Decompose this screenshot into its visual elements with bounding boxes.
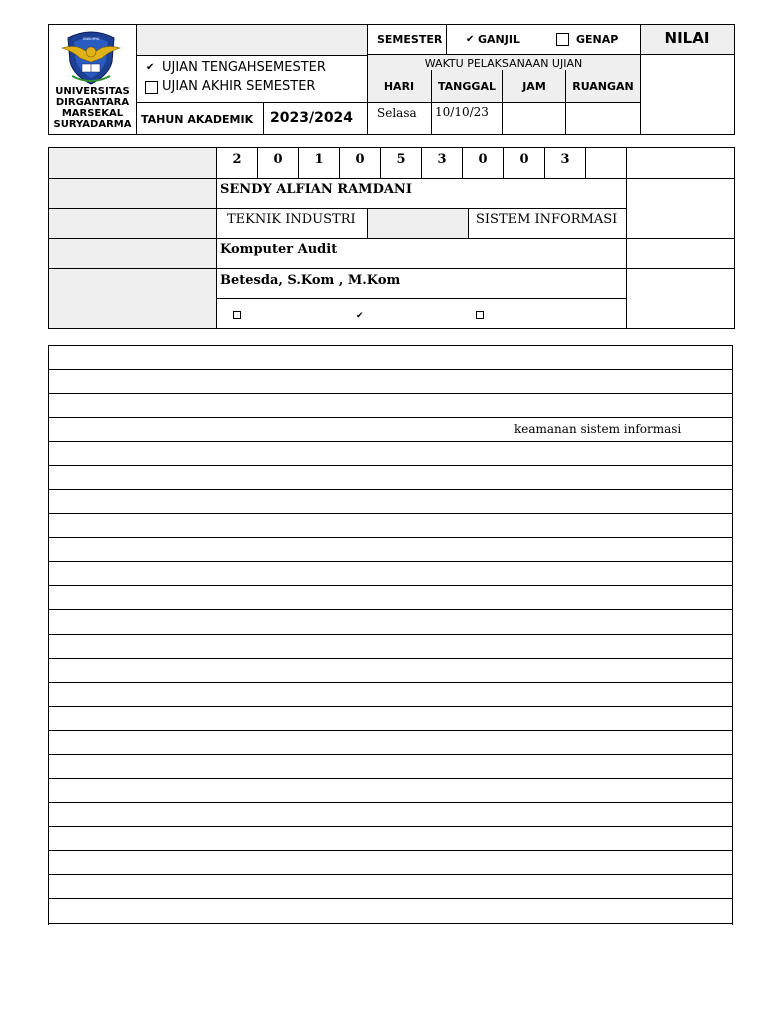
col-jam: JAM: [522, 80, 546, 93]
answer-line: [49, 609, 732, 610]
answer-line: [49, 898, 732, 899]
check-icon: ✔: [466, 34, 475, 45]
day-value[interactable]: Selasa: [377, 106, 417, 120]
answer-line: [49, 682, 732, 683]
faculty-value[interactable]: TEKNIK INDUSTRI: [227, 212, 356, 227]
answer-line: [49, 754, 732, 755]
answer-line: [49, 585, 732, 586]
exam-type-midterm[interactable]: UJIAN TENGAHSEMESTER: [162, 60, 326, 75]
nim-digit[interactable]: 1: [314, 152, 324, 167]
nim-digit[interactable]: 3: [437, 152, 447, 167]
answer-line: [49, 658, 732, 659]
student-info-table: [0, 140, 768, 335]
academic-year-label: TAHUN AKADEMIK: [141, 113, 254, 126]
student-name[interactable]: SENDY ALFIAN RAMDANI: [220, 182, 412, 197]
exam-header: [0, 0, 768, 140]
nim-digit[interactable]: 0: [519, 152, 529, 167]
semester-genap-checkbox[interactable]: [556, 33, 569, 46]
nim-digit[interactable]: 0: [273, 152, 283, 167]
class-option-checkbox[interactable]: [233, 311, 241, 319]
exam-type-final[interactable]: UJIAN AKHIR SEMESTER: [162, 79, 316, 94]
date-value[interactable]: 10/10/23: [435, 105, 489, 119]
exam-type-final-checkbox[interactable]: [145, 81, 158, 94]
answer-line: [49, 369, 732, 370]
exam-time-label: WAKTU PELAKSANAAN UJIAN: [424, 57, 583, 70]
answer-line: [49, 923, 732, 924]
university-logo: [60, 28, 122, 86]
svg-text:UNSURYA: UNSURYA: [82, 37, 100, 41]
answer-line: [49, 826, 732, 827]
answer-line: [49, 345, 732, 346]
answer-line: [49, 441, 732, 442]
answer-line: [49, 393, 732, 394]
university-name-line-1: UNIVERSITAS: [55, 86, 130, 97]
nim-digit[interactable]: 0: [355, 152, 365, 167]
check-icon: ✔: [146, 62, 155, 73]
answer-line: [49, 417, 732, 418]
answer-line: [49, 537, 732, 538]
score-label: NILAI: [664, 29, 710, 47]
col-ruangan: RUANGAN: [572, 80, 634, 93]
answer-line: [49, 489, 732, 490]
university-name-line-4: SURYADARMA: [53, 119, 132, 130]
answer-line: [49, 778, 732, 779]
answer-line: [49, 874, 732, 875]
answer-line: [49, 513, 732, 514]
semester-ganjil[interactable]: GANJIL: [478, 33, 520, 46]
answer-line: [49, 634, 732, 635]
answer-line: [49, 802, 732, 803]
nim-digit[interactable]: 2: [232, 152, 242, 167]
nim-digit[interactable]: 0: [478, 152, 488, 167]
academic-year-value: 2023/2024: [270, 110, 354, 126]
university-name-line-3: MARSEKAL: [61, 108, 124, 119]
lecturer-value[interactable]: Betesda, S.Kom , M.Kom: [220, 273, 401, 288]
answer-text[interactable]: keamanan sistem informasi: [514, 422, 682, 436]
course-value[interactable]: Komputer Audit: [220, 242, 338, 257]
nim-digit[interactable]: 5: [396, 152, 406, 167]
col-tanggal: TANGGAL: [438, 80, 496, 93]
class-option-checkbox[interactable]: [476, 311, 484, 319]
answer-line: [49, 706, 732, 707]
semester-label: SEMESTER: [377, 33, 443, 46]
answer-line: [49, 730, 732, 731]
check-icon[interactable]: ✔: [356, 311, 364, 321]
university-name-line-2: DIRGANTARA: [55, 97, 130, 108]
col-hari: HARI: [383, 80, 415, 93]
score-box[interactable]: [641, 56, 734, 134]
answer-line: [49, 561, 732, 562]
program-value[interactable]: SISTEM INFORMASI: [476, 212, 618, 227]
answer-line: [49, 850, 732, 851]
semester-genap[interactable]: GENAP: [576, 33, 619, 46]
answer-line: [49, 465, 732, 466]
nim-digit[interactable]: 3: [560, 152, 570, 167]
